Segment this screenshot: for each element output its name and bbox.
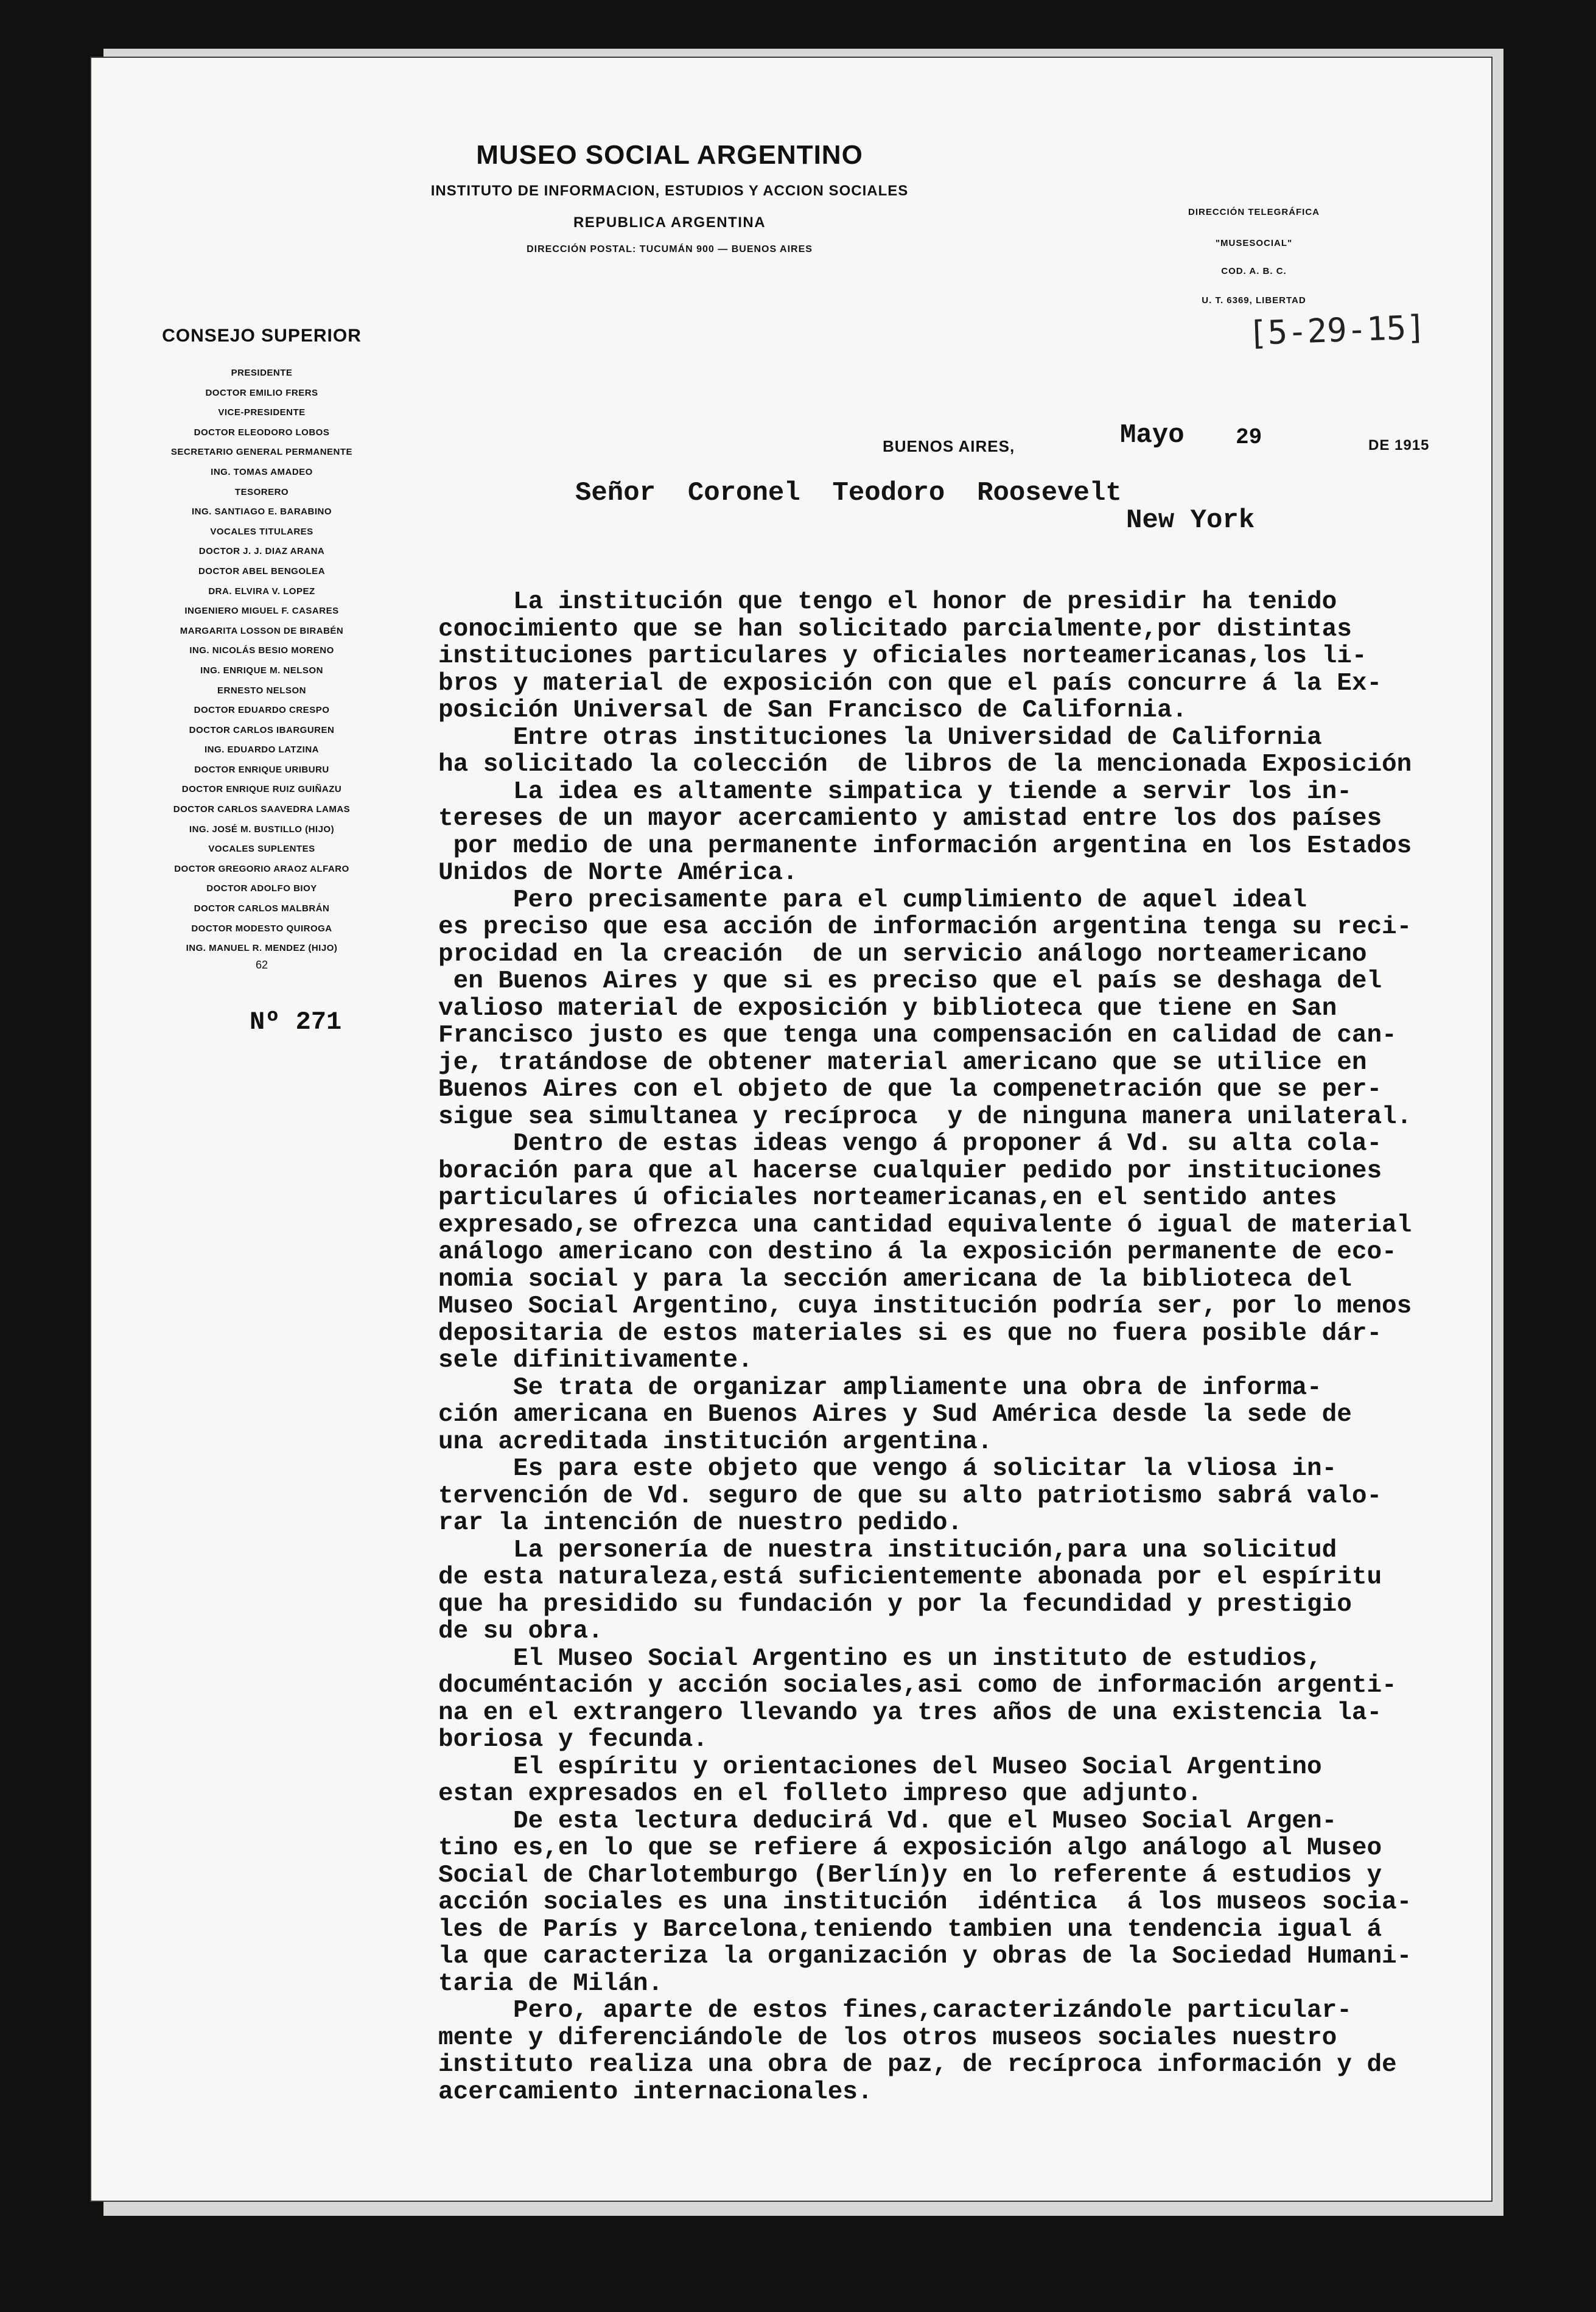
body-line: Unidos de Norte América. <box>438 859 798 887</box>
body-line: bros y material de exposición con que el país concurre á la Ex- <box>438 669 1382 698</box>
letterhead-address: DIRECCIÓN POSTAL: TUCUMÁN 900 — BUENOS AIRES <box>527 244 813 254</box>
body-line: tereses de un mayor acercamiento y amistad entre los dos países <box>438 805 1382 833</box>
body-line: nomia social y para la sección americana de la biblioteca del <box>438 1265 1352 1294</box>
body-line: la que caracteriza la organización y obras de la Sociedad Humani- <box>438 1942 1412 1970</box>
body-line: de esta naturaleza,está suficientemente abonada por el espíritu <box>438 1563 1382 1591</box>
council-line: DRA. ELVIRA V. LOPEZ <box>208 586 315 597</box>
letter-sheet <box>91 58 1491 2201</box>
council-line: ING. EDUARDO LATZINA <box>204 744 320 755</box>
council-line: ING. JOSÉ M. BUSTILLO (HIJO) <box>189 824 335 835</box>
body-line: boriosa y fecunda. <box>438 1726 708 1754</box>
body-line: particulares ú oficiales norteamericanas,en el sentido antes <box>438 1184 1337 1212</box>
council-line: DOCTOR EMILIO FRERS <box>205 387 318 398</box>
body-line: Francisco justo es que tenga una compensación en calidad de can- <box>438 1021 1397 1049</box>
body-line: posición Universal de San Francisco de California. <box>438 696 1188 724</box>
body-line: de su obra. <box>438 1617 603 1645</box>
letter-number: Nº 271 <box>250 1007 342 1037</box>
body-line: El espíritu y orientaciones del Museo Social Argentino <box>438 1753 1322 1781</box>
date-month: Mayo <box>1120 420 1185 450</box>
body-line: ha solicitado la colección de libros de la mencionada Exposición <box>438 751 1412 779</box>
body-line: una acreditada institución argentina. <box>438 1427 993 1456</box>
body-line: Museo Social Argentino, cuya institución podría ser, por lo menos <box>438 1292 1412 1320</box>
council-line: DOCTOR CARLOS SAAVEDRA LAMAS <box>173 804 351 815</box>
body-line: sigue sea simultanea y recíproca y de ninguna manera unilateral. <box>438 1102 1412 1131</box>
body-line: El Museo Social Argentino es un instituto de estudios, <box>438 1644 1322 1673</box>
council-line: DOCTOR ENRIQUE URIBURU <box>194 764 329 775</box>
body-line: acción sociales es una institución idéntica á los museos socia- <box>438 1888 1412 1916</box>
council-line: VOCALES SUPLENTES <box>208 844 315 855</box>
body-line: Pero precisamente para el cumplimiento de aquel ideal <box>438 886 1307 914</box>
body-line: je, tratándose de obtener material americano que se utilice en <box>438 1048 1367 1077</box>
date-city: BUENOS AIRES, <box>883 437 1015 455</box>
body-line: De esta lectura deducirá Vd. que el Museo Social Argen- <box>438 1807 1337 1835</box>
body-line: Es para este objeto que vengo á solicitar la vliosa in- <box>438 1455 1337 1483</box>
letterhead-country: REPUBLICA ARGENTINA <box>573 214 766 231</box>
body-line: tervención de Vd. seguro de que su alto patriotismo sabrá valo- <box>438 1482 1382 1510</box>
body-line: Pero, aparte de estos fines,caracterizándole particular- <box>438 1997 1352 2025</box>
body-line: instituto realiza una obra de paz, de recíproca información y de <box>438 2051 1397 2079</box>
body-line: les de París y Barcelona,teniendo tambien una tendencia igual á <box>438 1915 1382 1944</box>
council-list <box>91 326 432 972</box>
body-line: na en el extrangero llevando ya tres años de una existencia la- <box>438 1698 1382 1727</box>
body-line: conocimiento que se han solicitado parcialmente,por distintas <box>438 615 1352 643</box>
telegraph-name: "MUSESOCIAL" <box>1215 238 1293 248</box>
letterhead-name: MUSEO SOCIAL ARGENTINO <box>476 140 863 170</box>
body-line: acercamiento internacionales. <box>438 2078 873 2106</box>
council-line: ING. SANTIAGO E. BARABINO <box>191 506 332 517</box>
body-line: valioso material de exposición y biblioteca que tiene en San <box>438 994 1337 1023</box>
body-line: en Buenos Aires y que si es preciso que el país se deshaga del <box>438 967 1382 995</box>
telegraph-phone: U. T. 6369, LIBERTAD <box>1202 295 1306 306</box>
council-line: VICE-PRESIDENTE <box>218 407 306 418</box>
body-line: Entre otras instituciones la Universidad de California <box>438 723 1322 752</box>
body-line: taria de Milán. <box>438 1969 663 1998</box>
body-line: instituciones particulares y oficiales norteamericanas,los li- <box>438 642 1367 670</box>
council-line: DOCTOR ABEL BENGOLEA <box>198 566 326 576</box>
council-line: DOCTOR ENRIQUE RUIZ GUIÑAZU <box>181 784 342 795</box>
body-line: que ha presidido su fundación y por la fecundidad y prestigio <box>438 1590 1352 1619</box>
body-line: La institución que tengo el honor de presidir ha tenido <box>438 588 1337 616</box>
body-line: Dentro de estas ideas vengo á proponer á Vd. su alta cola- <box>438 1130 1382 1158</box>
salutation-line: Señor Coronel Teodoro Roosevelt <box>575 478 1122 508</box>
telegraph-label: DIRECCIÓN TELEGRÁFICA <box>1188 207 1320 217</box>
body-line: análogo americano con destino á la exposición permanente de eco- <box>438 1238 1397 1266</box>
date-day: 29 <box>1236 425 1262 450</box>
body-line: procidad en la creación de un servicio análogo norteamericano <box>438 940 1367 969</box>
body-line: estan expresados en el folleto impreso que adjunto. <box>438 1780 1202 1808</box>
body-line: depositaria de estos materiales si es que no fuera posible dár- <box>438 1319 1382 1348</box>
date-year: DE 1915 <box>1368 437 1430 454</box>
body-line: boración para que al hacerse cualquier pedido por instituciones <box>438 1157 1382 1185</box>
council-line: DOCTOR CARLOS IBARGUREN <box>189 724 335 735</box>
body-line: documéntación y acción sociales,asi como de información argenti- <box>438 1672 1397 1700</box>
council-line: DOCTOR EDUARDO CRESPO <box>194 705 330 716</box>
salutation-city: New York <box>1126 505 1255 536</box>
body-line: por medio de una permanente información argentina en los Estados <box>438 832 1412 860</box>
council-line: PRESIDENTE <box>231 368 293 378</box>
council-line: MARGARITA LOSSON DE BIRABÉN <box>180 625 344 636</box>
council-line: DOCTOR CARLOS MALBRÁN <box>194 903 330 914</box>
council-line: DOCTOR J. J. DIAZ ARANA <box>198 546 325 557</box>
body-line: Buenos Aires con el objeto de que la compenetración que se per- <box>438 1076 1382 1104</box>
letterhead-subtitle: INSTITUTO DE INFORMACION, ESTUDIOS Y ACCION SOCIALES <box>430 183 909 199</box>
council-line: DOCTOR ELEODORO LOBOS <box>194 427 330 438</box>
council-line: ING. TOMAS AMADEO <box>211 466 313 477</box>
council-line: DOCTOR GREGORIO ARAOZ ALFARO <box>174 863 349 874</box>
council-mark: 62 <box>255 958 268 971</box>
council-line: ING. ENRIQUE M. NELSON <box>200 665 323 676</box>
telegraph-code: COD. A. B. C. <box>1221 266 1287 276</box>
council-lines <box>91 363 432 959</box>
council-line: DOCTOR MODESTO QUIROGA <box>191 923 332 934</box>
handwritten-date-note: [5-29-15] <box>1247 307 1427 353</box>
body-line: expresado,se ofrezca una cantidad equivalente ó igual de material <box>438 1211 1412 1239</box>
body-line: La personería de nuestra institución,para una solicitud <box>438 1536 1337 1564</box>
council-title: CONSEJO SUPERIOR <box>162 326 362 346</box>
council-line: INGENIERO MIGUEL F. CASARES <box>184 606 339 617</box>
body-line: Social de Charlotemburgo (Berlín)y en lo referente á estudios y <box>438 1861 1382 1890</box>
letter-body <box>438 589 1485 2106</box>
council-line: VOCALES TITULARES <box>210 526 313 537</box>
body-line: Se trata de organizar ampliamente una obra de informa- <box>438 1373 1322 1402</box>
council-line: ING. MANUEL R. MENDEZ (HIJO) <box>186 943 338 954</box>
council-line: TESORERO <box>234 486 289 497</box>
body-line: rar la intención de nuestro pedido. <box>438 1509 963 1537</box>
body-line: tino es,en lo que se refiere á exposición algo análogo al Museo <box>438 1834 1382 1862</box>
body-line: ción americana en Buenos Aires y Sud América desde la sede de <box>438 1401 1352 1429</box>
council-line: DOCTOR ADOLFO BIOY <box>206 883 317 894</box>
body-line: mente y diferenciándole de los otros museos sociales nuestro <box>438 2023 1337 2052</box>
body-line: La idea es altamente simpatica y tiende a servir los in- <box>438 777 1352 806</box>
council-line: ERNESTO NELSON <box>217 685 306 696</box>
body-line: sele difinitivamente. <box>438 1347 753 1375</box>
council-line: ING. NICOLÁS BESIO MORENO <box>189 645 334 656</box>
body-line: es preciso que esa acción de información argentina tenga su reci- <box>438 913 1412 941</box>
council-line: SECRETARIO GENERAL PERMANENTE <box>170 447 353 458</box>
